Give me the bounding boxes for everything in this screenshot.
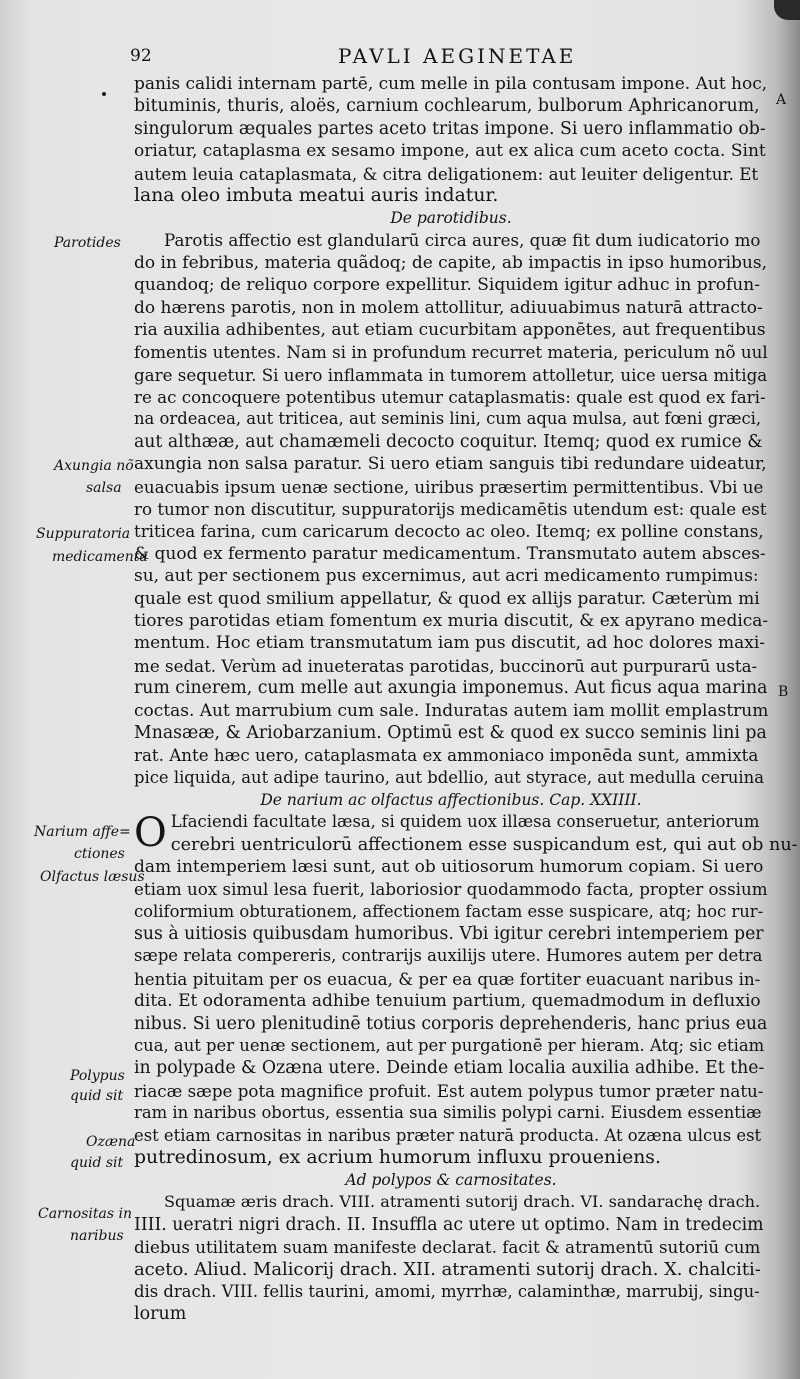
page-corner-shadow [774,0,800,20]
text-line: sæpe relata compereris, contrarijs auxilijs utere. Humores autem per detra [134,946,763,966]
page-number: 92 [130,46,152,66]
page-header [128,40,770,70]
text-line: IIII. ueratri nigri drach. II. Insuffla ac utere ut optimo. Nam in tredecim [134,1214,764,1235]
text-line: na ordeacea, aut triticea, aut seminis lini, cum aqua mulsa, aut fœni græci, [134,409,762,429]
margin-note: quid sit [70,1155,124,1171]
text-line: pice liquida, aut adipe taurino, aut bdellio, aut styrace, aut medulla ceruina [134,767,764,787]
section-heading: De parotidibus. [390,209,512,228]
text-line: diebus utilitatem suam manifeste declarat. facit & atramentū sutoriū cum [134,1237,761,1258]
text-line: euacuabis ipsum uenæ sectione, uiribus præsertim permittentibus. Vbi ue [134,476,764,497]
text-line: in polypade & Ozæna utere. Deinde etiam localia auxilia adhibe. Et the- [134,1058,765,1079]
text-line: panis calidi internam partē, cum melle in pila contusam impone. Aut hoc, [134,74,768,94]
text-line: bituminis, thuris, aloës, carnium cochlearum, bulborum Aphricanorum, [134,96,760,117]
text-line: autem leuia cataplasmata, & citra deligationem: aut leuiter deligentur. Et [134,163,759,184]
text-line: quale est quod smilium appellatur, & quod ex allijs paratur. Cæterùm mi [134,588,760,609]
text-line: aut althææ, aut chamæmeli decocto coquitur. Itemq; quod ex rumice & [134,431,763,452]
text-line: etiam uox simul lesa fuerit, laboriosior quodammodo facta, propter ossium [134,879,768,900]
text-line: nibus. Si uero plenitudinē totius corporis deprehenderis, hanc prius eua [134,1013,768,1034]
text-line: Parotis affectio est glandularū circa aures, quæ fit dum iudicatorio mo [164,230,761,251]
text-line: mentum. Hoc etiam transmutatum iam pus discutit, ad hoc dolores maxi- [134,633,766,654]
text-line: re ac concoquere potentibus utemur cataplasmatis: quale est quod ex fari- [134,387,766,408]
margin-note: quid sit [70,1088,124,1104]
signature-mark: B [778,684,789,700]
text-line: ria auxilia adhibentes, aut etiam cucurbitam apponētes, aut frequentibus [134,319,766,340]
text-line: coliformium obturationem, affectionem factam esse suspicare, atq; hoc rur- [134,901,764,921]
text-line: sus à uitiosis quibusdam humoribus. Vbi igitur cerebri intemperiem per [134,924,764,945]
text-line: ro tumor non discutitur, suppuratorijs medicamētis utendum est: quale est [134,499,767,520]
text-line: rat. Ante hæc uero, cataplasmata ex ammoniaco imponēda sunt, ammixta [134,745,759,766]
text-line: cua, aut per uenæ sectionem, aut per purgationē per hieram. Atq; sic etiam [134,1036,765,1056]
margin-note: naribus [70,1228,124,1244]
text-line: cerebri uentriculorū affectionem esse suspicandum est, qui aut ob nu- [170,834,798,855]
text-line: est etiam carnositas in naribus præter naturā producta. At ozæna ulcus est [134,1125,762,1145]
text-line: dis drach. VIII. fellis taurini, amomi, myrrhæ, calaminthæ, marrubij, singu- [134,1281,760,1301]
margin-note: Ozæna [86,1134,136,1150]
body-text [134,73,798,1326]
text-line: ram in naribus obortus, essentia sua similis polypi carni. Eiusdem essentiæ [134,1103,762,1123]
text-line: aceto. Aliud. Malicorij drach. XII. atramenti sutorij drach. X. chalciti- [134,1258,761,1280]
text-line: oriatur, cataplasma ex sesamo impone, aut ex alica cum aceto cocta. Sint [134,141,766,162]
text-line: Mnasææ, & Ariobarzanium. Optimū est & quod ex succo seminis lini pa [134,722,767,743]
text-line: fomentis utentes. Nam si in profundum recurret materia, periculum nõ uul [134,342,768,363]
text-line: lana oleo imbuta meatui auris indatur. [134,184,499,206]
text-line: singulorum æquales partes aceto tritas impone. Si uero inflammatio ob- [134,118,766,139]
margin-note: Carnositas in [38,1206,132,1222]
text-line: Squamæ æris drach. VIII. atramenti sutorij drach. VI. sandarachę drach. [164,1192,761,1212]
text-line: dam intemperiem læsi sunt, aut ob uitiosorum humorum copiam. Si uero [134,856,764,877]
margin-note: Parotides [54,235,121,251]
margin-note: Narium affe= [34,824,131,840]
text-line: triticea farina, cum caricarum decocto ac oleo. Itemq; ex polline constans, [134,521,764,542]
text-line: hentia pituitam per os euacua, & per ea quæ fortiter euacuant naribus in- [134,968,761,989]
text-line: gare sequetur. Si uero inflammata in tumorem attolletur, uice uersa mitiga [134,364,768,385]
text-line: do hærens parotis, non in molem attollitur, adiuuabimus naturā attracto- [134,297,763,318]
text-line: tiores parotidas etiam fomentum ex muria discutit, & ex apyrano medica- [134,610,769,631]
signature-mark: A [776,92,787,108]
margin-note: Suppuratoria [36,526,131,542]
text-line: quandoq; de reliquo corpore expellitur. Siquidem igitur adhuc in profun- [134,275,760,296]
text-line: dita. Et odoramenta adhibe tenuium partium, quemadmodum in defluxio [134,991,761,1012]
text-line: rum cinerem, cum melle aut axungia imponemus. Aut ficus aqua marina [134,678,768,699]
margin-note: medicamenta [52,549,148,565]
section-heading: De narium ac olfactus affectionibus. Cap. XXIIII. [260,791,642,810]
text-line: coctas. Aut marrubium cum sale. Induratas autem iam mollit emplastrum [134,700,769,721]
text-line: & quod ex fermento paratur medicamentum. Transmutato autem absces- [134,543,766,564]
running-title: PAVLI AEGINETAE [338,44,577,68]
drop-cap: O [134,810,167,857]
text-line: riacæ sæpe pota magnifice profuit. Est autem polypus tumor præter natu- [134,1080,764,1101]
text-line: putredinosum, ex acrium humorum influxu proueniens. [134,1146,661,1168]
text-line: su, aut per sectionem pus excernimus, aut acri medicamento rumpimus: [134,566,759,587]
text-line: me sedat. Verùm ad inueteratas parotidas, buccinorū aut purpurarū usta- [134,655,758,676]
text-line-content: Lfaciendi facultate læsa, si quidem uox illæsa conseruetur, anteriorum [170,812,760,832]
margin-note: Polypus [70,1068,125,1084]
text-line: axungia non salsa paratur. Si uero etiam sanguis tibi redundare uideatur, [134,454,767,475]
text-line: do in febribus, materia quãdoq; de capite, ab impactis in ipso humoribus, [134,252,768,273]
margin-note: salsa [86,480,122,496]
margin-note: Olfactus læsus [40,869,145,885]
margin-note: Axungia nõ [54,458,134,474]
section-heading: Ad polypos & carnositates. [345,1171,557,1190]
margin-note: ctiones [74,846,125,862]
text-line: lorum [134,1304,187,1325]
